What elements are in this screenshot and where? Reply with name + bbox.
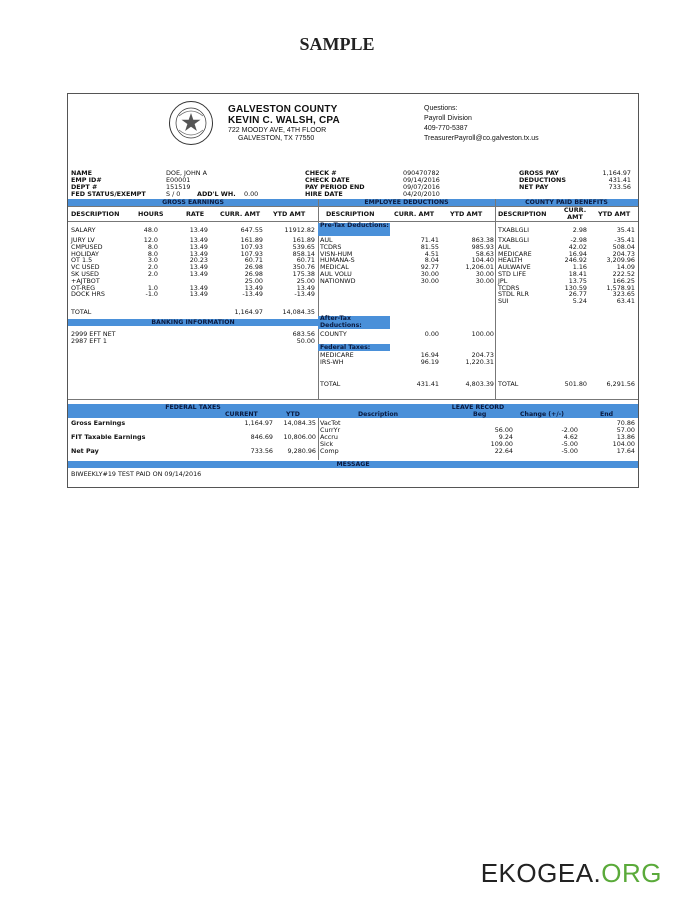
ge-ytd-amt: 11912.82: [284, 226, 315, 234]
deductions-label: DEDUCTIONS: [519, 176, 566, 184]
ge-total-curr: 1,164.97: [234, 308, 263, 316]
message-band: MESSAGE: [68, 461, 638, 468]
ge-rate: 20.23: [189, 256, 208, 265]
check-no-label: CHECK #: [305, 169, 337, 177]
ge-total-ytd: 14,084.35: [282, 308, 315, 316]
cb-description: JPL: [498, 276, 508, 285]
cb-description: MEDICARE: [498, 249, 532, 258]
ed-curr-amt: 30.00: [420, 270, 439, 278]
ge-ytd-amt: 25.00: [296, 276, 315, 285]
cb-ytd-amt: 222.52: [612, 270, 635, 278]
ed-header-ytd-amt: YTD AMT: [450, 210, 483, 218]
county-seal-icon: [168, 100, 214, 146]
lr-description: Accru: [320, 433, 338, 441]
ed-ytd-amt: 1,220.31: [465, 357, 494, 366]
emp-id: E00001: [166, 176, 191, 184]
email-address: TreasurerPayroll@co.galveston.tx.us: [424, 135, 539, 142]
cb-description: STDL RLR: [498, 290, 529, 299]
ed-ytd-amt: 104.40: [471, 256, 494, 265]
ge-curr-amt: 26.98: [244, 263, 263, 272]
name-label: NAME: [71, 169, 93, 177]
cb-description: AUL: [498, 242, 511, 251]
ed-total-label: TOTAL: [320, 380, 341, 388]
page-title: SAMPLE: [299, 34, 375, 54]
ed-total-curr: 431.41: [416, 380, 439, 388]
ge-curr-amt: 13.49: [244, 283, 263, 292]
ge-description: DOCK HRS: [71, 290, 105, 299]
ed-description: HUMANA-S: [320, 256, 355, 265]
aftertax-label: After-Tax Deductions:: [318, 316, 390, 329]
ge-description: SK USED: [71, 270, 99, 278]
ge-curr-amt: 107.93: [240, 249, 263, 258]
ge-ytd-amt: 539.65: [292, 242, 315, 251]
ed-curr-amt: 92.77: [420, 263, 439, 272]
ge-header-hours: HOURS: [138, 210, 164, 218]
cb-total-ytd: 6,291.56: [606, 380, 635, 388]
ge-rate: 13.49: [189, 263, 208, 272]
ge-ytd-amt: 13.49: [296, 283, 315, 292]
ed-description: MEDICARE: [320, 351, 354, 359]
ed-ytd-amt: 58.63: [475, 249, 494, 258]
cb-description: SUI: [498, 297, 509, 306]
cb-curr-amt: 5.24: [572, 297, 587, 306]
cb-curr-amt: 2.98: [572, 226, 587, 234]
ge-description: JURY LV: [71, 236, 95, 244]
period-end-label: PAY PERIOD END: [305, 183, 365, 191]
federal-taxes-label: Federal Taxes:: [318, 344, 390, 351]
addl-wh: 0.00: [244, 190, 259, 198]
ft-current: 1,164.97: [244, 419, 273, 427]
cb-ytd-amt: 3,209.96: [606, 256, 635, 265]
ed-curr-amt: 81.55: [420, 242, 439, 251]
site-watermark: EKOGEA.ORG: [480, 858, 662, 888]
county-info: [228, 104, 340, 142]
cb-description: TXABLGLI: [498, 236, 529, 244]
cb-description: STD LIFE: [498, 270, 527, 278]
ge-header-curr-amt: CURR. AMT: [220, 210, 261, 218]
ge-curr-amt: 161.89: [240, 236, 263, 244]
county-name: GALVESTON COUNTY: [228, 104, 338, 115]
ge-curr-amt: 647.55: [240, 226, 263, 234]
stub-header: [68, 94, 638, 154]
lr-description: Sick: [320, 440, 334, 448]
banking-band: BANKING INFORMATION: [68, 319, 318, 326]
ft-current: 733.56: [250, 447, 273, 455]
ed-description: NATIONWD: [320, 276, 356, 285]
message-text: BIWEEKLY#19 TEST PAID ON 09/14/2016: [71, 470, 202, 478]
ge-rate: 13.49: [189, 242, 208, 251]
ed-ytd-amt: 863.38: [471, 236, 494, 244]
ed-curr-amt: 96.19: [420, 357, 439, 366]
leave-header-band: [318, 411, 638, 418]
ge-description: VC USED: [71, 263, 100, 272]
address-line-2: GALVESTON, TX 77550: [238, 135, 315, 142]
ge-curr-amt: 60.71: [244, 256, 263, 265]
check-no: 090470782: [403, 169, 440, 177]
fed-status: S / 0: [166, 190, 181, 198]
ge-curr-amt: -13.49: [242, 290, 263, 299]
ge-hours: 3.0: [147, 256, 158, 265]
employee-name: DOE, JOHN A: [166, 169, 207, 177]
ge-header-rate: RATE: [186, 210, 205, 218]
bank-amount: 683.56: [292, 330, 315, 338]
cb-ytd-amt: 508.04: [612, 242, 635, 251]
official-name: KEVIN C. WALSH, CPA: [228, 115, 340, 126]
lr-header-change: Change (+/-): [520, 411, 564, 418]
ge-hours: 8.0: [147, 242, 158, 251]
hire-date: 04/20/2010: [403, 190, 440, 198]
lr-end: 13.86: [616, 433, 635, 441]
lr-beg: 56.00: [494, 426, 513, 434]
ed-description: IRS-WH: [320, 357, 344, 366]
ed-description: AUL VOLU: [320, 270, 352, 278]
cb-ytd-amt: 14.09: [616, 263, 635, 272]
addl-wh-label: ADD'L WH.: [197, 190, 236, 198]
ge-hours: 1.0: [147, 283, 158, 292]
period-end: 09/07/2016: [403, 183, 440, 191]
ge-rate: 13.49: [189, 236, 208, 244]
ed-header-curr-amt: CURR. AMT: [394, 210, 435, 218]
lr-change: 4.62: [563, 433, 578, 441]
ft-label: FIT Taxable Earnings: [71, 433, 146, 441]
lr-beg: 22.64: [494, 447, 513, 455]
cb-curr-amt: 16.94: [568, 249, 587, 258]
ge-ytd-amt: 175.38: [292, 270, 315, 278]
cb-curr-amt: 42.02: [568, 242, 587, 251]
cb-description: TCDRS: [498, 283, 520, 292]
phone-number: 409-770-5387: [424, 125, 468, 132]
fed-status-label: FED STATUS/EXEMPT: [71, 190, 146, 198]
ed-description: AUL: [320, 236, 333, 244]
cb-header-curr-amt: CURR. AMT: [563, 206, 587, 221]
lr-header-beg: Beg: [473, 411, 487, 418]
lr-end: 70.86: [616, 419, 635, 427]
ft-ytd: 10,806.00: [283, 433, 316, 441]
lr-end: 17.64: [616, 447, 635, 455]
ft-ytd: 9,280.96: [287, 447, 316, 455]
gross-earnings-band: GROSS EARNINGS: [68, 199, 318, 206]
lr-change: -2.00: [561, 426, 578, 434]
emp-id-label: EMP ID#: [71, 176, 102, 184]
ge-description: SALARY: [71, 226, 96, 234]
ed-curr-amt: 71.41: [420, 236, 439, 244]
check-date: 09/14/2016: [403, 176, 440, 184]
ge-rate: 13.49: [189, 270, 208, 278]
cb-total-curr: 501.80: [564, 380, 587, 388]
ed-curr-amt: 0.00: [424, 330, 439, 338]
ed-curr-amt: 4.51: [424, 249, 439, 258]
ge-ytd-amt: -13.49: [294, 290, 315, 299]
cb-curr-amt: 26.77: [568, 290, 587, 299]
lr-change: -5.00: [561, 440, 578, 448]
ed-description: MEDICAL: [320, 263, 349, 272]
ge-hours: 12.0: [143, 236, 158, 244]
ge-hours: -1.0: [145, 290, 158, 299]
ed-curr-amt: 30.00: [420, 276, 439, 285]
division-name: Payroll Division: [424, 115, 472, 122]
cb-description: AULWAIVE: [498, 263, 531, 272]
deductions-total: 431.41: [608, 176, 631, 184]
gross-pay-label: GROSS PAY: [519, 169, 559, 177]
check-date-label: CHECK DATE: [305, 176, 350, 184]
cb-curr-amt: -2.98: [570, 236, 587, 244]
cb-description: TXABLGLI: [498, 226, 529, 234]
ge-hours: 48.0: [143, 226, 158, 234]
ed-curr-amt: 8.04: [424, 256, 439, 265]
lr-header-description: Description: [358, 411, 399, 418]
pay-stub: [67, 93, 639, 488]
bank-amount: 50.00: [296, 337, 315, 345]
ge-rate: 13.49: [189, 290, 208, 299]
cb-curr-amt: 13.75: [568, 276, 587, 285]
lr-description: VacTot: [320, 419, 341, 427]
ed-description: VISN-HUM: [320, 249, 353, 258]
ed-ytd-amt: 1,206.01: [465, 263, 494, 272]
ed-ytd-amt: 30.00: [475, 276, 494, 285]
lr-end: 57.00: [616, 426, 635, 434]
gross-pay: 1,164.97: [602, 169, 631, 177]
ed-ytd-amt: 204.73: [471, 351, 494, 359]
ge-ytd-amt: 60.71: [296, 256, 315, 265]
lr-end: 104.00: [612, 440, 635, 448]
ge-header-ytd-amt: YTD AMT: [273, 210, 306, 218]
dept-label: DEPT #: [71, 183, 98, 191]
ge-description: +AJTBOT: [71, 276, 100, 285]
ge-ytd-amt: 350.76: [292, 263, 315, 272]
ft-ytd: 14,084.35: [283, 419, 316, 427]
ed-curr-amt: 16.94: [420, 351, 439, 359]
cb-ytd-amt: 63.41: [616, 297, 635, 306]
cb-curr-amt: 1.16: [572, 263, 587, 272]
dept-number: 151519: [166, 183, 191, 191]
ft-label: Gross Earnings: [71, 419, 126, 427]
employee-deductions-band: EMPLOYEE DEDUCTIONS: [318, 199, 495, 206]
ge-ytd-amt: 161.89: [292, 236, 315, 244]
hire-date-label: HIRE DATE: [305, 190, 343, 198]
lr-description: CurrYr: [320, 426, 341, 434]
ge-description: OT 1.5: [71, 256, 93, 265]
cb-ytd-amt: 166.25: [612, 276, 635, 285]
cb-curr-amt: 130.59: [564, 283, 587, 292]
ed-header-description: DESCRIPTION: [326, 210, 375, 218]
ge-description: HOLIDAY: [71, 249, 99, 258]
leave-record-band: LEAVE RECORD: [318, 404, 638, 411]
ge-hours: 2.0: [147, 270, 158, 278]
net-pay-label: NET PAY: [519, 183, 549, 191]
questions-label: Questions:: [424, 105, 458, 112]
cb-header-description: DESCRIPTION: [498, 210, 547, 218]
cb-curr-amt: 18.41: [568, 270, 587, 278]
lr-description: Comp: [320, 447, 339, 455]
ge-description: CMPUSED: [71, 242, 103, 251]
address-line-1: 722 MOODY AVE, 4TH FLOOR: [228, 127, 327, 134]
ft-header-ytd: YTD: [286, 411, 300, 418]
cb-ytd-amt: 35.41: [616, 226, 635, 234]
ft-current: 846.69: [250, 433, 273, 441]
cb-total-label: TOTAL: [498, 380, 519, 388]
lr-change: -5.00: [561, 447, 578, 455]
lr-header-end: End: [600, 411, 614, 418]
bank-description: 2999 EFT NET: [71, 330, 116, 338]
contact-info: [424, 104, 539, 144]
ge-description: OT-REG: [71, 283, 96, 292]
ge-rate: 13.49: [189, 226, 208, 234]
ed-ytd-amt: 100.00: [471, 330, 494, 338]
ge-hours: 2.0: [147, 263, 158, 272]
ft-label: Net Pay: [71, 447, 99, 455]
ed-ytd-amt: 985.93: [471, 242, 494, 251]
pretax-label: Pre-Tax Deductions:: [318, 223, 390, 236]
ge-hours: 8.0: [147, 249, 158, 258]
ed-total-ytd: 4,803.39: [465, 380, 494, 388]
cb-curr-amt: 246.92: [564, 256, 587, 265]
ge-rate: 13.49: [189, 249, 208, 258]
lr-beg: 9.24: [498, 433, 513, 441]
ge-ytd-amt: 858.14: [292, 249, 315, 258]
ge-header-description: DESCRIPTION: [71, 210, 120, 218]
cb-header-ytd-amt: YTD AMT: [598, 210, 631, 218]
ge-curr-amt: 25.00: [244, 276, 263, 285]
cb-ytd-amt: 1,578.91: [606, 283, 635, 292]
ge-rate: 13.49: [189, 283, 208, 292]
ge-curr-amt: 26.98: [244, 270, 263, 278]
county-benefits-band: COUNTY PAID BENEFITS: [495, 199, 638, 206]
ed-description: COUNTY: [320, 330, 347, 338]
ft-header-current: CURRENT: [225, 411, 258, 418]
ge-curr-amt: 107.93: [240, 242, 263, 251]
federal-taxes-band: FEDERAL TAXES: [68, 404, 318, 411]
cb-description: HEALTH: [498, 256, 523, 265]
federal-taxes-header-band: [68, 411, 318, 418]
net-pay: 733.56: [608, 183, 631, 191]
cb-ytd-amt: 204.73: [612, 249, 635, 258]
lr-beg: 109.00: [490, 440, 513, 448]
ge-total-label: TOTAL: [71, 308, 92, 316]
ed-ytd-amt: 30.00: [475, 270, 494, 278]
cb-ytd-amt: -35.41: [614, 236, 635, 244]
ed-description: TCDRS: [320, 242, 342, 251]
bank-description: 2987 EFT 1: [71, 337, 107, 345]
cb-ytd-amt: 323.65: [612, 290, 635, 299]
